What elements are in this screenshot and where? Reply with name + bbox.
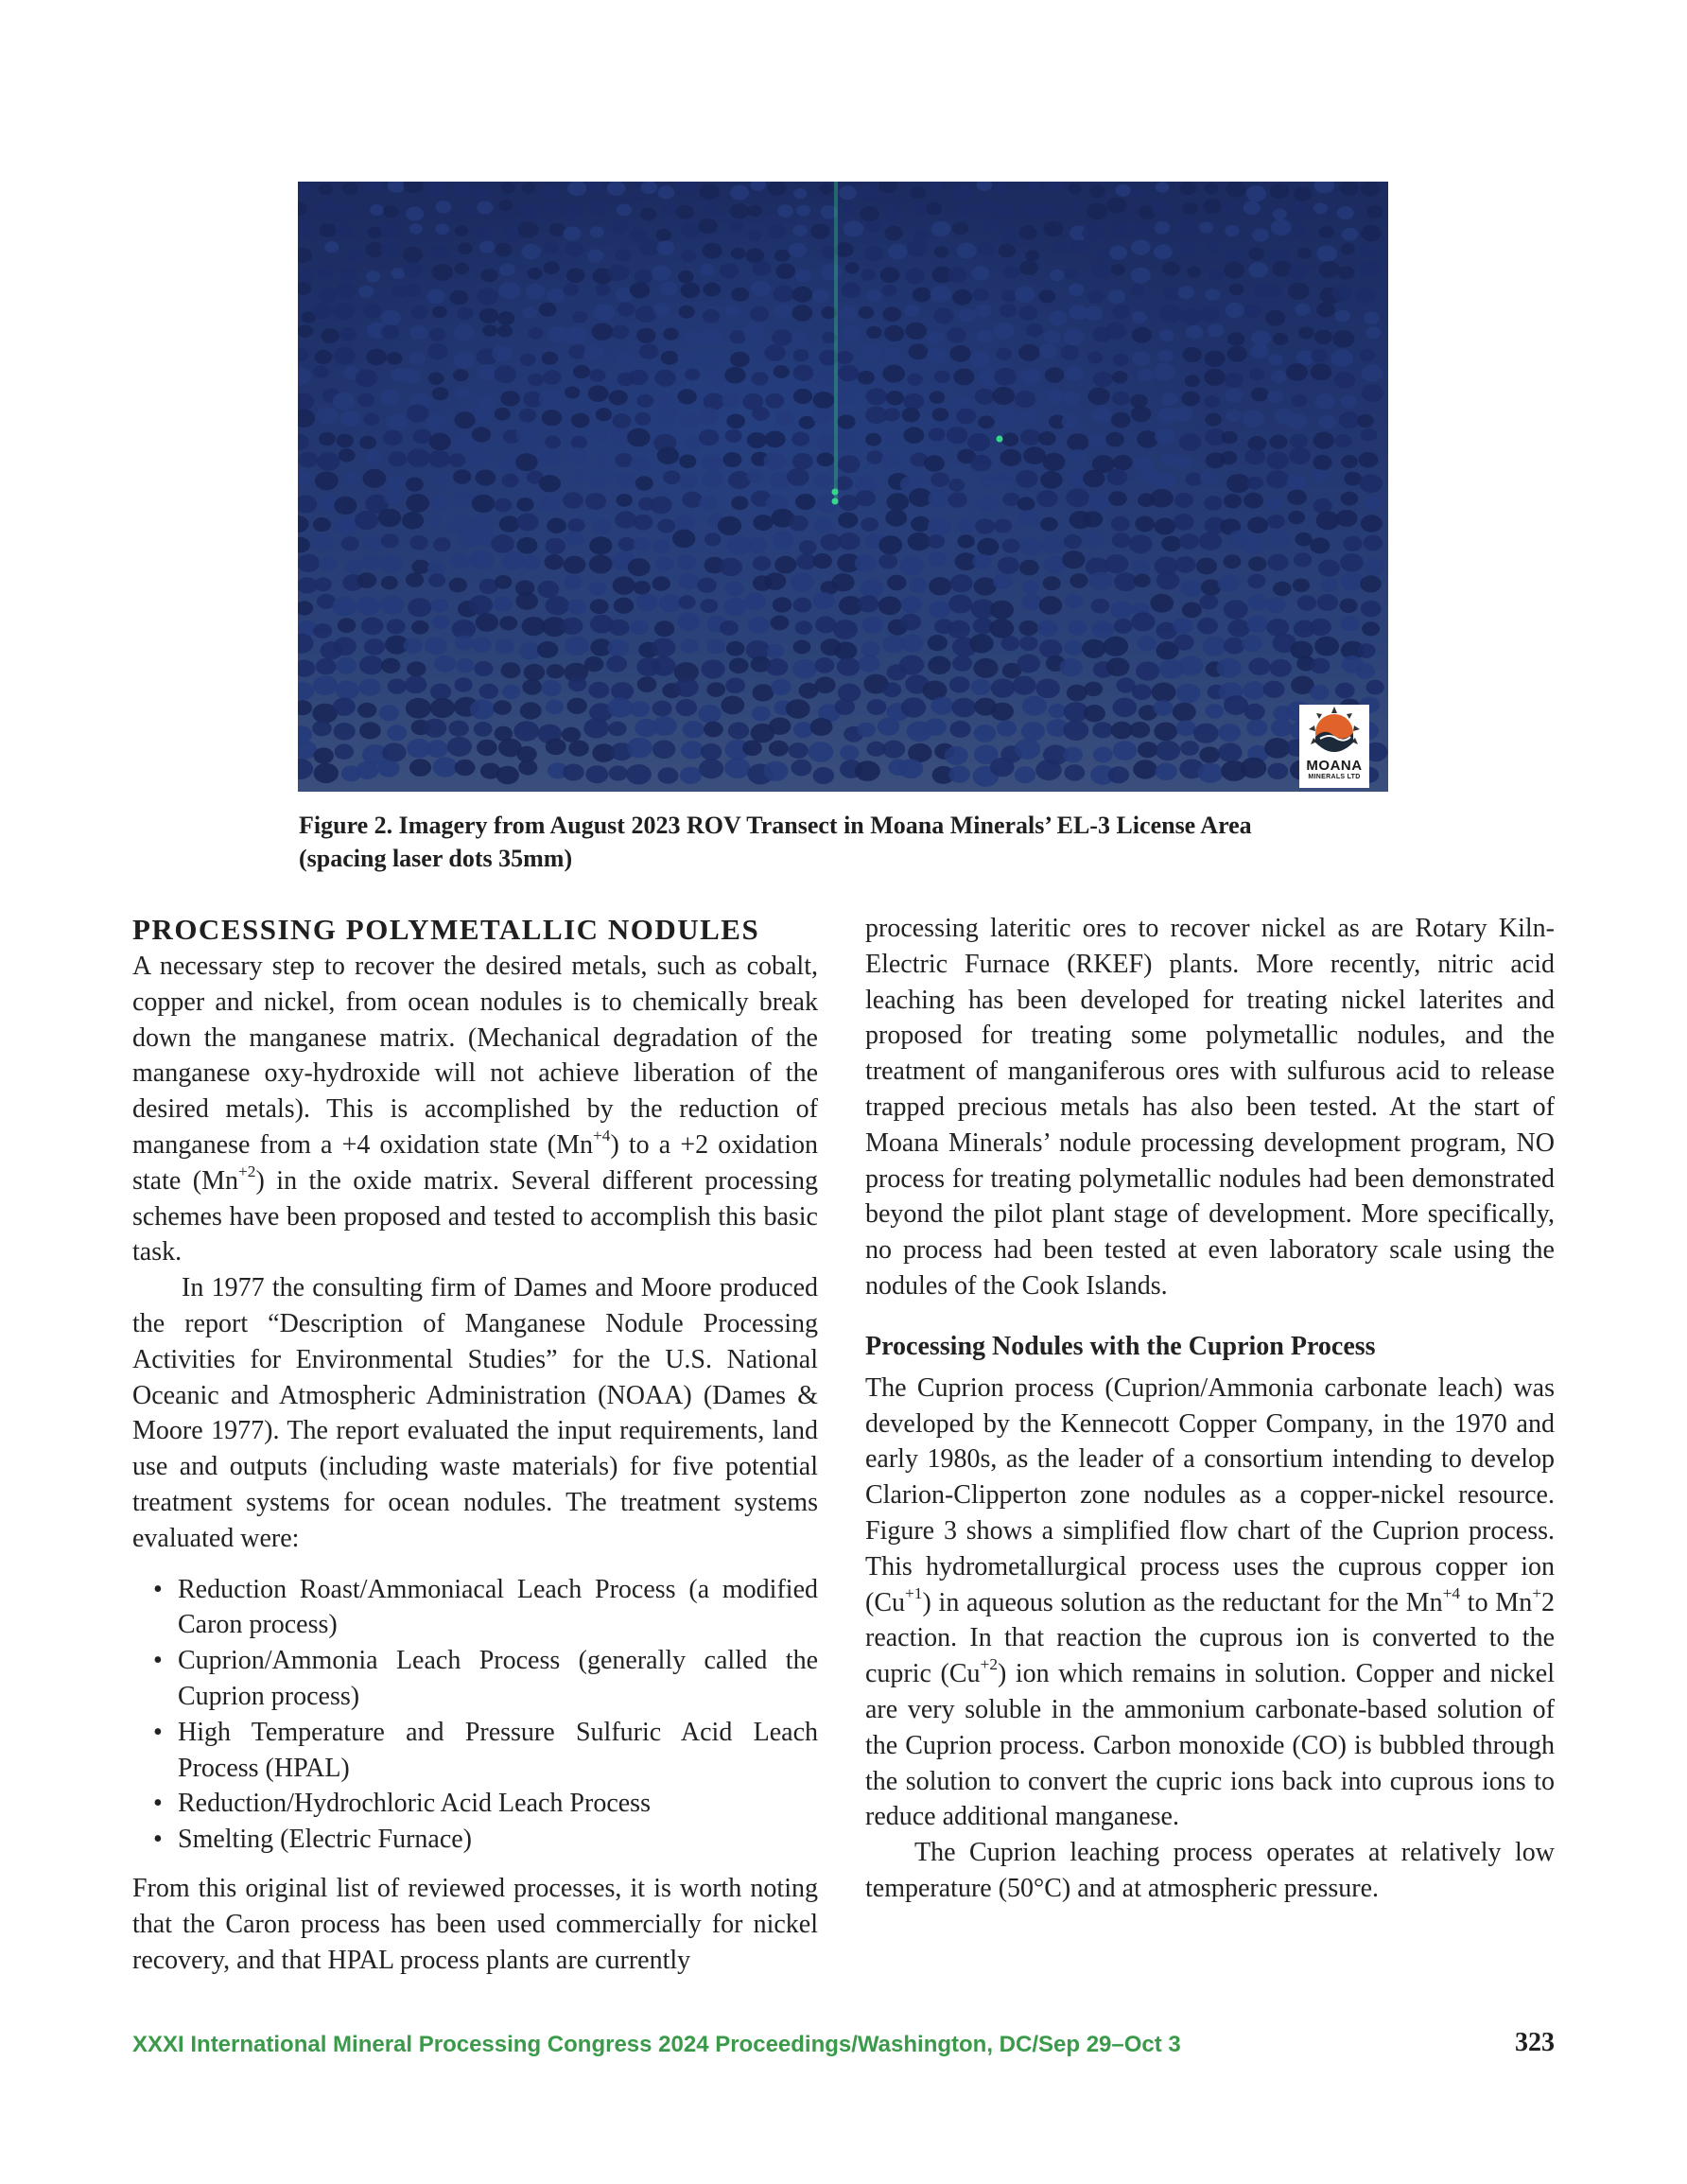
paragraph-lateritic-ores: processing lateritic ores to recover nickel as are Rotary Kiln-Electric Furnace (RKEF) plants. More recently, nitric acid leaching has been developed for treating nickel laterites and proposed for treating some polymetallic nodules, and the treatment of manganiferous ores with sulfurous acid to release trapped precious metals has also been tested. At the start of Moana Minerals’ nodule processing development program, NO process for treating polymetallic nodules had been demonstrated beyond the pilot plant stage of development. More specifically, no process had been tested at even laboratory scale using the nodules of the Cook Islands.: [865, 914, 1555, 1301]
subsection-heading: Processing Nodules with the Cuprion Process: [865, 1331, 1376, 1361]
right-column: [865, 911, 1555, 1907]
paragraph-original-list: From this original list of reviewed processes, it is worth noting that the Caron process has been used commercially for nickel recovery, and that HPAL process plants are currently: [132, 1873, 818, 1975]
logo-subtitle: MINERALS LTD: [1308, 774, 1361, 780]
list-item: • Reduction/Hydrochloric Acid Leach Process: [178, 1786, 818, 1822]
logo-name: MOANA: [1306, 758, 1363, 774]
list-item: • Smelting (Electric Furnace): [178, 1822, 818, 1858]
left-column: [132, 949, 818, 1978]
laser-dot: [997, 436, 1003, 443]
caption-line-1: Figure 2. Imagery from August 2023 ROV Transect in Moana Minerals’ EL-3 License Area: [299, 812, 1252, 839]
list-item: • Reduction Roast/Ammoniacal Leach Process (a modified Caron process): [178, 1572, 818, 1644]
page-number: 323: [1515, 2028, 1555, 2057]
list-item: • Cuprion/Ammonia Leach Process (generally called the Cuprion process): [178, 1643, 818, 1715]
nodule-field-graphic: [298, 182, 1388, 792]
logo-emblem-icon: [1299, 705, 1369, 758]
laser-beam: [834, 182, 838, 503]
laser-dot: [832, 489, 839, 496]
paragraph-dames-moore: In 1977 the consulting firm of Dames and Moore produced the report “Description of Manganese Nodule Processing Activities for Environmental Studies” for the U.S. National Oceanic and Atmospheric Administration (NOAA) (Dames & Moore 1977). The report evaluated the input requirements, land use and outputs (including waste materials) for five potential treatment systems for ocean nodules. The treatment systems evaluated were:: [132, 1273, 818, 1553]
laser-dot: [832, 498, 839, 505]
moana-minerals-logo: [1299, 705, 1369, 788]
paragraph-cuprion-process: The Cuprion process (Cuprion/Ammonia carbonate leach) was developed by the Kennecott Copper Company, in the 1970 and early 1980s, as the leader of a consortium intending to develop Clarion-Clipperton zone nodules as a copper-nickel resource. Figure 3 shows a simplified flow chart of the Cuprion process. This hydrometallurgical process uses the cuprous copper ion $(Cu^{+1})$ in aqueous solution as the reductant for the $Mn^{+4}$ to Mn+2 reaction. In that reaction the cuprous ion is converted to the cupric $(Cu^{+2})$ ion which remains in solution. Copper and nickel are very soluble in the ammonium carbonate-based solution of the Cuprion process. Carbon monoxide (CO) is bubbled through the solution to convert the cupric ions back into cuprous ions to reduce additional manganese.: [865, 1372, 1555, 1832]
seafloor-nodule-photo: [298, 182, 1388, 792]
section-heading: PROCESSING POLYMETALLIC NODULES: [132, 913, 760, 946]
treatment-systems-list: [132, 1572, 818, 1858]
paragraph-manganese-matrix: A necessary step to recover the desired metals, such as cobalt, copper and nickel, from ocean nodules is to chemically break down the manganese matrix. (Mechanical degradation of the manganese oxy-hydroxide will not achieve liberation of the desired metals). This is accomplished by the reduction of manganese from a +4 oxidation state $(Mn^{+4})$ to a +2 oxidation state $(Mn^{+2})$ in the oxide matrix. Several different processing schemes have been proposed and tested to accomplish this basic task.: [132, 952, 819, 1267]
list-item: • High Temperature and Pressure Sulfuric Acid Leach Process (HPAL): [178, 1715, 818, 1787]
figure-caption: [299, 809, 1386, 875]
caption-line-2: (spacing laser dots 35mm): [299, 845, 573, 872]
conference-footer: XXXI International Mineral Processing Congress 2024 Proceedings/Washington, DC/Sep 29–Oct 3: [132, 2032, 1181, 2057]
paragraph-cuprion-conditions: The Cuprion leaching process operates at relatively low temperature (50°C) and at atmospheric pressure.: [865, 1838, 1555, 1903]
